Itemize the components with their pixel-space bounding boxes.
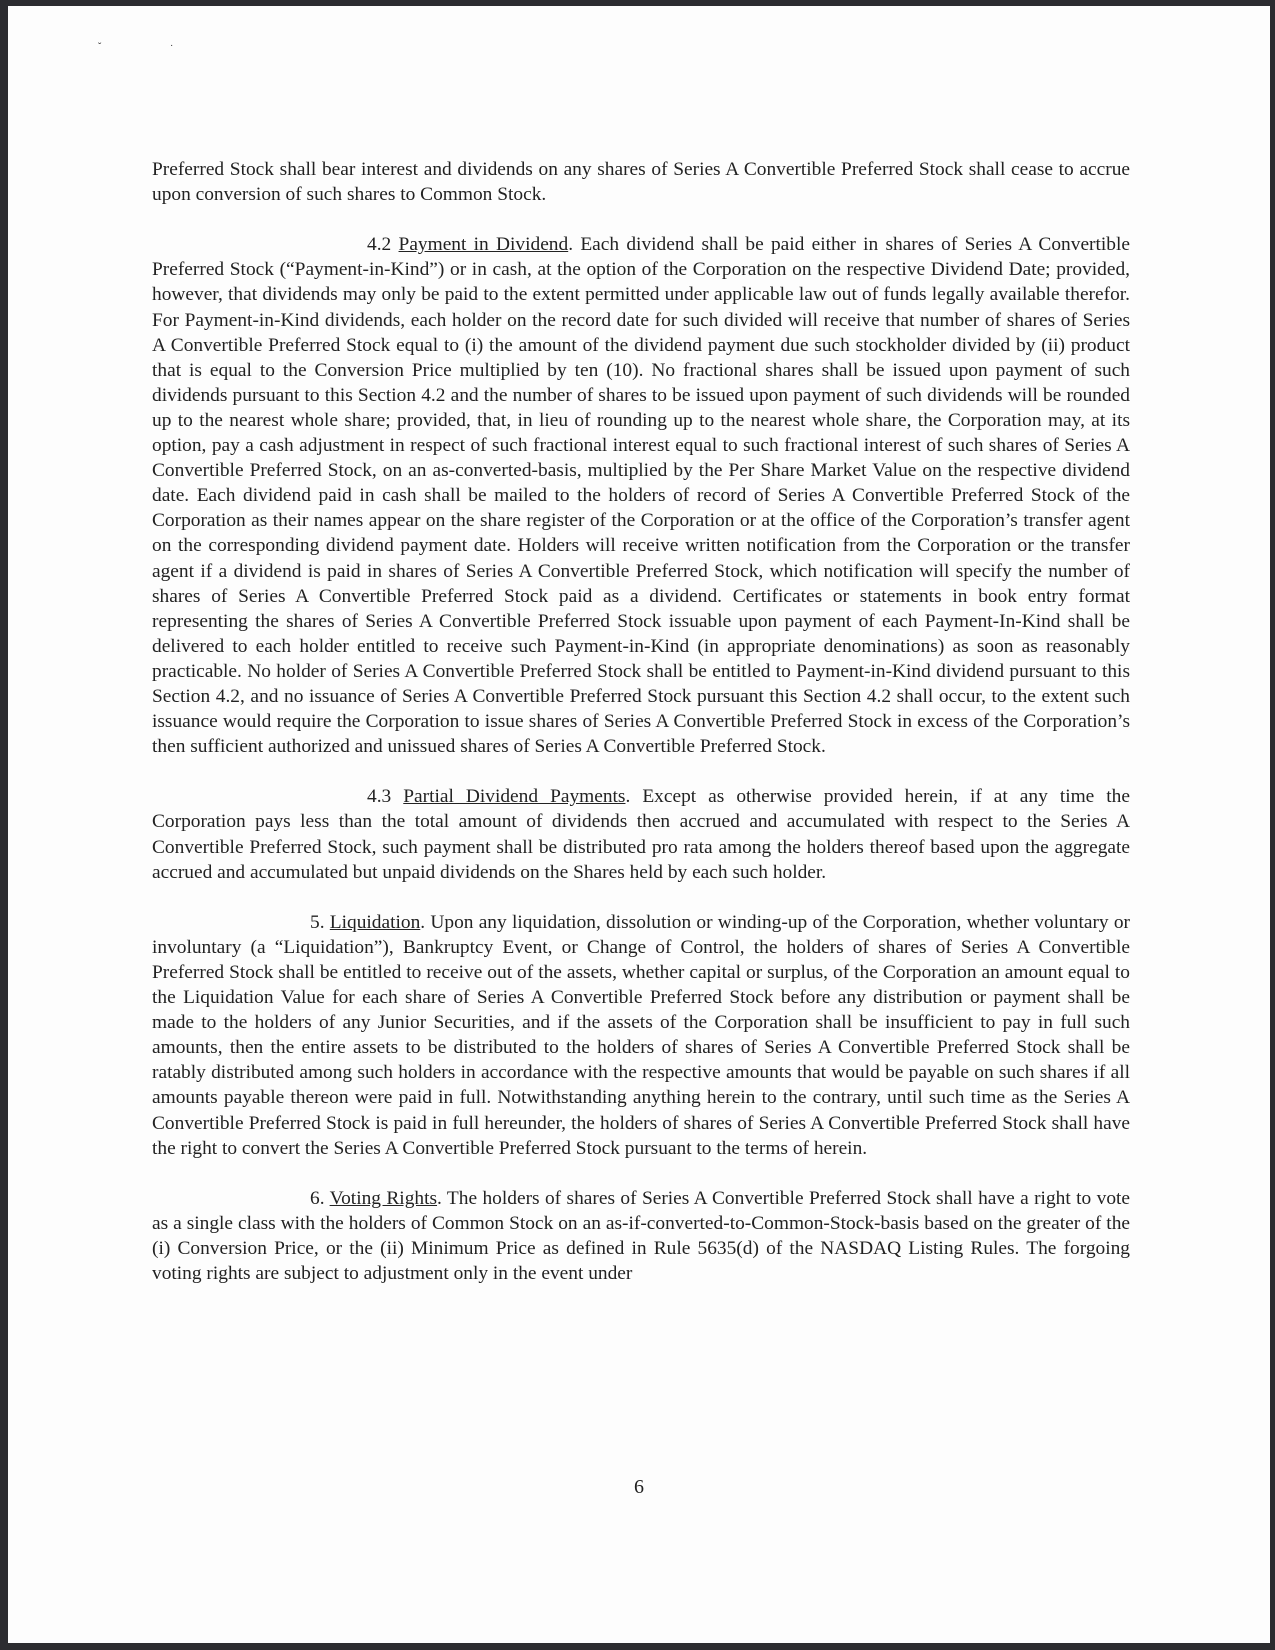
document-page [8, 6, 1270, 1643]
section-number: 6. [310, 1187, 325, 1209]
paragraph-text: . Except as otherwise provided herein, if at any time the Corporation pays less than the total amount of dividends then accrued and accumulated with respect to the Series A Convertible Preferred Stock, such payment shall be distributed pro rata among the holders thereof based upon the aggregate accrued and accumulated but unpaid dividends on the Shares held by each such holder. [152, 786, 1130, 883]
section-5-liquidation [152, 910, 1130, 1161]
scan-artifact: · [170, 40, 174, 51]
paragraph-text: . Each dividend shall be paid either in shares of Series A Convertible Preferred Stock (“Payment-in-Kind”) or in cash, at the option of the Corporation on the respective Dividend Date; provided, however, that dividends may only be paid to the extent permitted under applicable law out of funds legally available therefor. For Payment-in-Kind dividends, each holder on the record date for such divided will receive that number of shares of Series A Convertible Preferred Stock equal to (i) the amount of the dividend payment due such stockholder divided by (ii) product that is equal to the Conversion Price multiplied by ten (10). No fractional shares shall be issued upon payment of such dividends pursuant to this Section 4.2 and the number of shares to be issued upon payment of such dividends will be rounded up to the nearest whole share; provided, that, in lieu of rounding up to the nearest whole share, the Corporation may, at its option, pay a cash adjustment in respect of such fractional interest equal to such fractional interest of such shares of Series A Convertible Preferred Stock, on an as-converted-basis, multiplied by the Per Share Market Value on the respective dividend date. Each dividend paid in cash shall be mailed to the holders of record of Series A Convertible Preferred Stock of the Corporation as their names appear on the share register of the Corporation or at the office of the Corporation’s transfer agent on the corresponding dividend payment date. Holders will receive written notification from the Corporation or the transfer agent if a dividend is paid in shares of Series A Convertible Preferred Stock, which notification will specify the number of shares of Series A Convertible Preferred Stock paid as a dividend. Certificates or statements in book entry format representing the shares of Series A Convertible Preferred Stock issuable upon payment of each Payment-In-Kind shall be delivered to each holder entitled to receive such Payment-in-Kind (in appropriate denominations) as soon as reasonably practicable. No holder of Series A Convertible Preferred Stock shall be entitled to Payment-in-Kind dividend pursuant to this Section 4.2, and no issuance of Series A Convertible Preferred Stock pursuant this Section 4.2 shall occur, to the extent such issuance would require the Corporation to issue shares of Series A Convertible Preferred Stock in excess of the Corporation’s then sufficient authorized and unissued shares of Series A Convertible Preferred Stock. [152, 234, 1130, 758]
section-heading: Voting Rights [329, 1187, 438, 1209]
scan-artifact: ˇ [98, 42, 102, 53]
section-number: 4.3 [367, 786, 392, 808]
section-4-3-partial-dividend-payments [152, 784, 1130, 884]
paragraph-continuation [152, 157, 1130, 207]
paragraph-text: . Upon any liquidation, dissolution or winding-up of the Corporation, whether voluntary or involuntary (a “Liquidation”), Bankruptcy Event, or Change of Control, the holders of shares of Series A Convertible Preferred Stock shall be entitled to receive out of the assets, whether capital or surplus, of the Corporation an amount equal to the Liquidation Value for each share of Series A Convertible Preferred Stock before any distribution or payment shall be made to the holders of any Junior Securities, and if the assets of the Corporation shall be insufficient to pay in full such amounts, then the entire assets to be distributed to the holders of shares of Series A Convertible Preferred Stock shall be ratably distributed among such holders in accordance with the respective amounts that would be payable on such shares if all amounts payable thereon were paid in full. Notwithstanding anything herein to the contrary, until such time as the Series A Convertible Preferred Stock is paid in full hereunder, the holders of shares of Series A Convertible Preferred Stock shall have the right to convert the Series A Convertible Preferred Stock pursuant to the terms of herein. [152, 911, 1130, 1159]
paragraph-text: Preferred Stock shall bear interest and dividends on any shares of Series A Convertible Preferred Stock shall cease to accrue upon conversion of such shares to Common Stock. [152, 159, 1130, 206]
paragraph-text: . The holders of shares of Series A Convertible Preferred Stock shall have a right to vote as a single class with the holders of Common Stock on an as-if-converted-to-Common-Stock-basis based on the greater of the (i) Conversion Price, or the (ii) Minimum Price as defined in Rule 5635(d) of the NASDAQ Listing Rules. The forgoing voting rights are subject to adjustment only in the event under [152, 1187, 1131, 1285]
section-4-2-payment-in-dividend [152, 232, 1130, 759]
page-number: 6 [634, 1476, 644, 1498]
section-6-voting-rights [152, 1186, 1130, 1286]
section-heading: Liquidation [329, 911, 421, 933]
document-body [152, 157, 1130, 1311]
section-number: 5. [310, 911, 325, 933]
section-heading: Payment in Dividend [398, 234, 569, 256]
section-heading: Partial Dividend Payments [403, 786, 626, 808]
section-number: 4.2 [367, 234, 392, 256]
